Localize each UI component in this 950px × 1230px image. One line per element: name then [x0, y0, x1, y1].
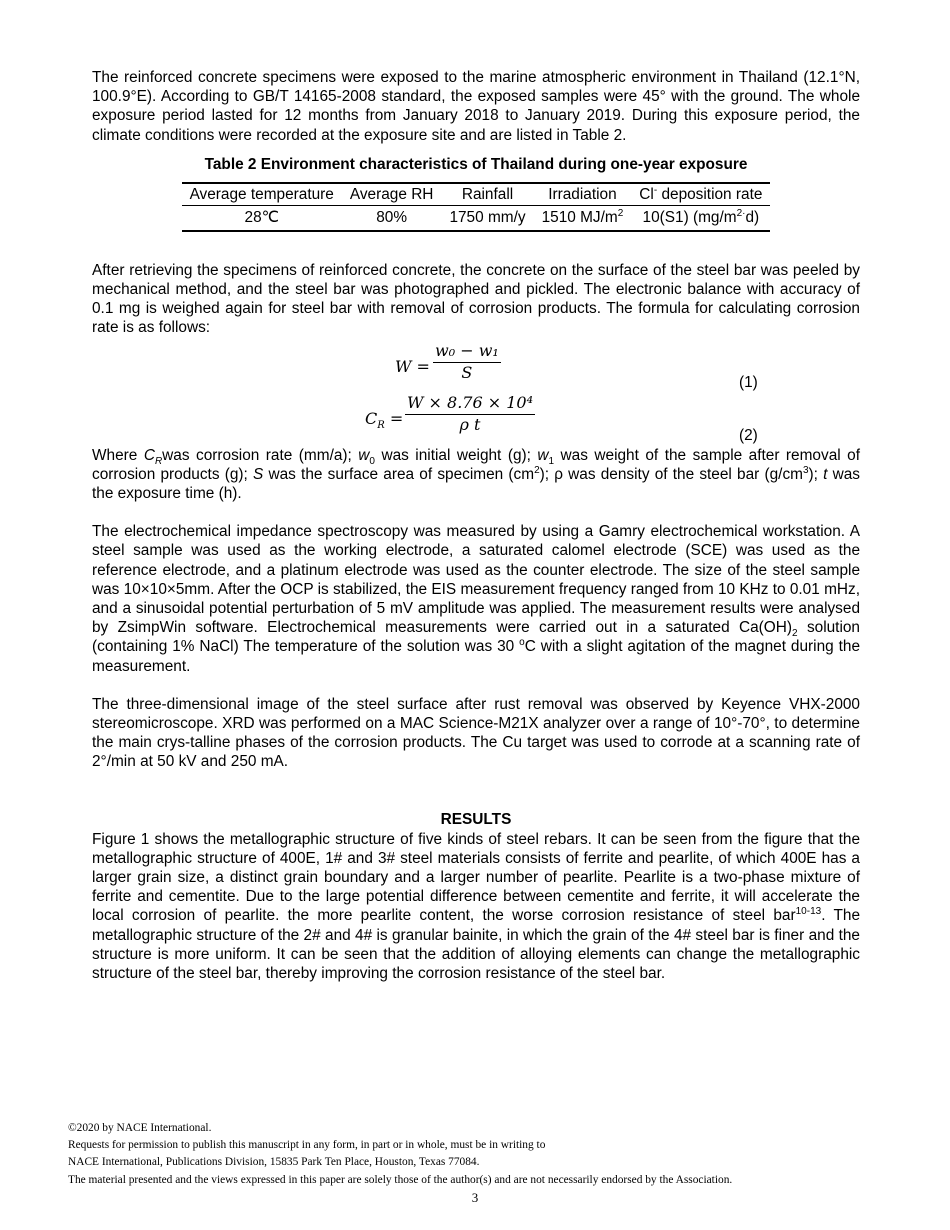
footer — [68, 1120, 888, 1189]
eq2-lhs-sub: R — [377, 419, 385, 431]
cell-cl-rate — [631, 205, 770, 231]
header-rainfall: Rainfall — [441, 183, 533, 206]
irradiation-sup: 2 — [617, 207, 624, 219]
cell-temperature: 28℃ — [244, 208, 279, 226]
footer-permission: Requests for permission to publish this manuscript in any form, in part or in whole, must be in writing to — [68, 1139, 546, 1152]
eis-text-2: solution (containing 1% NaCl) The temperature of the solution was 30 — [92, 619, 860, 656]
cell-rh: 80% — [376, 208, 408, 226]
var-w0-sub: 0 — [369, 455, 375, 467]
equation-1 — [92, 338, 860, 394]
var-cr: C — [143, 446, 155, 464]
var-s: S — [253, 465, 264, 483]
eis-paragraph — [92, 522, 860, 676]
cl-value: 10(S1) (mg/m — [642, 208, 737, 226]
environment-table — [182, 182, 771, 232]
cell-irradiation — [534, 205, 632, 231]
cl-unit-end: d) — [745, 208, 760, 226]
eq2-lhs — [365, 408, 404, 431]
intro-paragraph: The reinforced concrete specimens were exposed to the marine atmospheric environment in Thailand (12.1°N, 100.9°E). According to GB/T 14165-2008 standard, the exposed samples were 45° with the ground. The whole exposure period lasted for 12 months from January 2018 to January 2019. During this exposure period, the climate conditions were recorded at the exposure site and are listed in Table 2. — [92, 69, 860, 144]
header-temperature: Average temperature — [182, 183, 342, 206]
where-text-8: was the exposure time (h). — [92, 465, 860, 503]
where-text-7: ); — [808, 465, 824, 483]
where-text-2: was corrosion rate (mm/a); — [162, 446, 359, 464]
eq2-lhs-main: C — [365, 408, 378, 428]
eis-sub: 2 — [792, 628, 798, 640]
equation-2 — [92, 394, 860, 446]
eq1-numerator: w₀ − w₁ — [433, 342, 501, 363]
header-cl-deposition — [631, 183, 770, 206]
where-text-1: Where — [92, 446, 144, 464]
cl-sup: - — [653, 184, 658, 196]
cl-prefix: Cl — [639, 185, 654, 203]
page-body — [92, 68, 860, 983]
results-heading: RESULTS — [440, 810, 512, 828]
var-w1: w — [537, 446, 549, 464]
header-irradiation: Irradiation — [534, 183, 632, 206]
eq2-denominator: ρ t — [459, 414, 481, 434]
footer-disclaimer: The material presented and the views expressed in this paper are solely those of the author(s) and are not necessarily endorsed by the Association. — [68, 1173, 733, 1186]
eis-sup: o — [519, 637, 525, 649]
results-text-2: . The metallographic structure of the 2# and 4# is granular bainite, in which the grain of the 4# steel bar is finer and the structure is more uniform. It can be seen that the addition of alloying elements can change the metallographic structure of the steel bar, thereby improving the corrosion resistance of the steel bar. — [92, 907, 860, 983]
header-rh: Average RH — [342, 183, 442, 206]
where-text-5: was the surface area of specimen (cm — [263, 465, 535, 483]
results-paragraph — [92, 830, 860, 984]
imaging-paragraph: The three-dimensional image of the steel surface after rust removal was observed by Keyence VHX-2000 stereomicroscope. XRD was performed on a MAC Science-M21X analyzer over a range of 10°-70°, to determine the main crys-talline phases of the corrosion products. The Cu target was used to corrode at a scanning rate of 2°/min at 50 kV and 250 mA. — [92, 695, 860, 771]
where-paragraph — [92, 446, 860, 504]
var-w1-sub: 1 — [548, 455, 555, 467]
table-header-row — [182, 183, 771, 206]
retrieval-paragraph: After retrieving the specimens of reinforced concrete, the concrete on the surface of the steel bar was peeled by mechanical method, and the steel bar was photographed and pickled. The electronic balance with accuracy of 0.1 mg is weighed again for steel bar with removal of corrosion products. The formula for calculating corrosion rate is as follows: — [92, 261, 860, 337]
cl-value-sup: 2· — [736, 207, 746, 219]
where-text-6: ); ρ was density of the steel bar (g/cm — [539, 465, 803, 483]
table-row — [182, 205, 771, 231]
eq1-lhs: W = — [395, 356, 430, 376]
eis-text-3: C with a slight agitation of the magnet during the measurement. — [92, 638, 861, 675]
cl-suffix: deposition rate — [657, 185, 763, 203]
eq2-number: (2) — [739, 426, 758, 444]
results-text-1: Figure 1 shows the metallographic structure of five kinds of steel rebars. It can be seen from the figure that the metallographic structure of 400E, 1# and 3# steel materials consists of ferrite and pearlite, of which 400E has a larger grain size, a distinct grain boundary and a larger number of pearlite. Pearlite is a two-phase mixture of ferrite and cementite. Due to the large potential difference between cementite and ferrite, it will accelerate the local corrosion of pearlite. the more pearlite content, the worse corrosion resistance of steel bar — [92, 830, 860, 925]
eq1-number: (1) — [739, 373, 758, 391]
eq1-denominator: S — [461, 362, 473, 382]
var-cr-sub: R — [154, 455, 163, 467]
irradiation-value: 1510 MJ/m — [541, 208, 618, 226]
footer-address: NACE International, Publications Division, 15835 Park Ten Place, Houston, Texas 77084. — [68, 1156, 480, 1169]
var-t: t — [823, 465, 828, 483]
var-w0: w — [358, 446, 370, 464]
cell-rainfall: 1750 mm/y — [449, 208, 526, 226]
where-text-4: was weight of the sample after removal of corrosion products (g); — [92, 446, 860, 483]
page-number: 3 — [471, 1190, 479, 1205]
eq1-fraction — [433, 342, 501, 383]
table-2-title: Table 2 Environment characteristics of Thailand during one-year exposure — [204, 155, 748, 173]
where-text-3: was initial weight (g); — [374, 446, 538, 464]
results-citation: 10-13 — [795, 906, 822, 918]
var-s-sup: 2 — [534, 464, 540, 476]
eis-text-1: The electrochemical impedance spectroscopy was measured by using a Gamry electrochemical workstation. A steel sample was used as the working electrode, a saturated calomel electrode (SCE) was used as the reference electrode, and a platinum electrode was used as the counter electrode. The size of the steel sample was 10×10×5mm. After the OCP is stabilized, the EIS measurement frequency ranged from 10 KHz to 0.01 mHz, and a sinusoidal potential perturbation of 5 mV amplitude was applied. The measurement results were analysed by ZsimpWin software. Electrochemical measurements were carried out in a saturated Ca(OH) — [92, 523, 860, 637]
footer-copyright: ©2020 by NACE International. — [68, 1122, 212, 1134]
eq2-lhs-eq: = — [384, 408, 404, 428]
var-rho-sup: 3 — [802, 464, 809, 476]
eq2-fraction — [405, 394, 535, 435]
eq2-numerator: W × 8.76 × 10⁴ — [405, 394, 535, 415]
